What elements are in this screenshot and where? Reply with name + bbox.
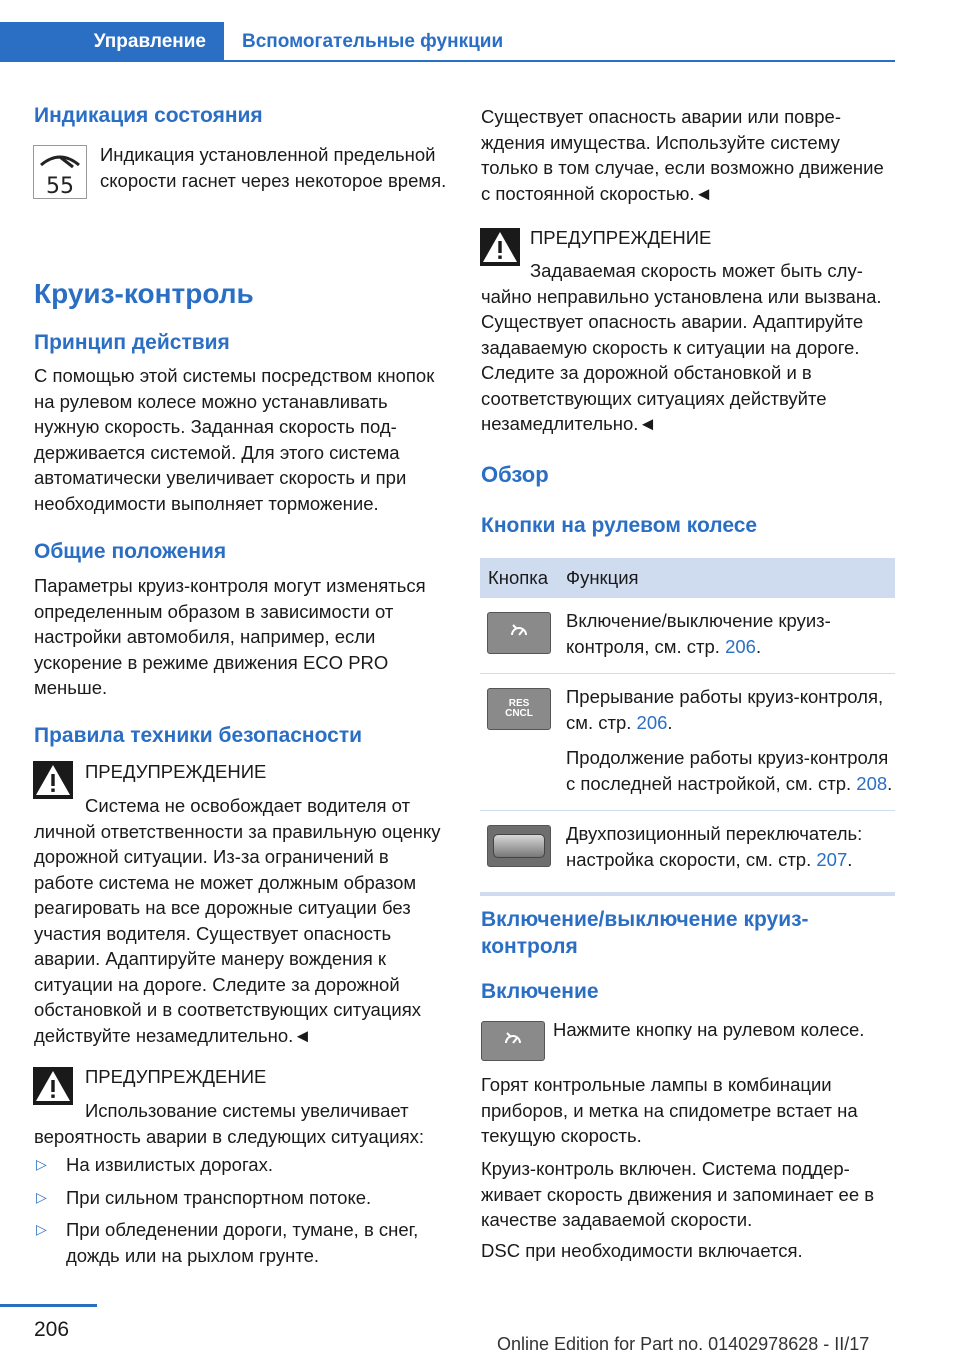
res-cncl-button-icon: RES CNCL: [487, 688, 551, 730]
warning-text: Система не освобождает водителя от личной ответственности за правильную оценку дорожной ситуации. Из-за ограничений в работе система не может должным образом реагировать на все дорожные ситуации без участия водителя. Существует опасность аварии. Адаптируйте манеру вождения к ситуации на дороге. Следите за дорожной обстановкой и в соответствующих ситуациях действуйте незамедлительно.◄: [34, 795, 441, 1046]
edition-note: Online Edition for Part no. 01402978628 - II/17: [497, 1334, 870, 1354]
table-row: [480, 674, 895, 811]
table-row: [480, 598, 895, 674]
paragraph: DSC при необходимости включается.: [481, 1240, 803, 1261]
warning-text: Задаваемая скорость может быть случайно неправильно установлена или вызвана. Существует опасность аварии. Адаптируйте задаваемую скорость к ситуации на дороге. Следите за дорожной обстановкой и в соответствующих ситуациях действуйте незамедлительно.◄: [481, 260, 882, 434]
status-heading: Индикация состояния: [34, 104, 263, 127]
row-function-text: Включение/выключение круиз-контроля, см. стр. 206.: [566, 610, 831, 657]
general-text: Параметры круиз-контроля могут изменяться определенным образом в зависимости от настройки автомобиля, например, если ускорение в режиме движения ECO PRO меньше.: [34, 575, 426, 698]
tab-auxiliary-functions[interactable]: Вспомогательные функции: [224, 22, 895, 62]
cruise-onoff-button-icon: [487, 612, 551, 654]
speed-limit-icon: [33, 145, 87, 199]
paragraph: Горят контрольные лампы в комбинации приборов, и метка на спидометре встает на текущую скорость.: [481, 1074, 858, 1146]
onoff-heading: Включение/выключение круиз-контроля: [481, 908, 809, 958]
row-function-text: Прерывание работы круиз-контроля, см. стр. 206.: [566, 686, 884, 733]
list-item: ▷ На извилистых дорогах.: [34, 1152, 450, 1178]
switch-on-heading: Включение: [481, 980, 599, 1003]
tab-control[interactable]: Управление: [0, 22, 224, 62]
overview-heading: Обзор: [481, 462, 549, 487]
table-header: [480, 558, 895, 598]
safety-heading: Правила техники безопасности: [34, 724, 363, 747]
speed-icon-value: 55: [46, 174, 74, 199]
switch-on-text: Нажмите кнопку на рулевом колесе.: [553, 1019, 865, 1040]
principle-text: С помощью этой системы посредством кнопок на рулевом колесе можно устанавливать нужную скорость. Заданная скорость поддерживается системой. Для этого система автоматически увеличивает скорость и при необходимости выполняет торможение.: [34, 365, 435, 514]
row-function-text: Двухпозиционный переключатель: настройка скорости, см. стр. 207.: [566, 823, 863, 870]
principle-heading: Принцип действия: [34, 331, 230, 354]
warning-title: ПРЕДУПРЕЖДЕНИЕ: [85, 1066, 267, 1087]
column-header-function: Функция: [566, 567, 639, 589]
footer-rule: [0, 1304, 97, 1307]
warning-title: ПРЕДУПРЕЖДЕНИЕ: [530, 227, 712, 248]
row-function-text: Продолжение работы круиз-контроля с последней настройкой, см. стр. 208.: [566, 747, 893, 794]
warning-text: Использование системы увеличивает вероятность аварии в следующих ситуациях:: [34, 1100, 424, 1147]
page-link[interactable]: 208: [856, 772, 888, 794]
bullet-triangle-icon: ▷: [36, 1156, 47, 1172]
warning-title: ПРЕДУПРЕЖДЕНИЕ: [85, 761, 267, 782]
buttons-table: [480, 558, 895, 896]
general-heading: Общие положения: [34, 540, 227, 563]
column-header-button: Кнопка: [488, 567, 549, 589]
status-text: Индикация установленной предельной скорости гаснет через некоторое время.: [100, 144, 447, 191]
bullet-triangle-icon: ▷: [36, 1221, 47, 1237]
cruise-control-heading: Круиз-контроль: [34, 278, 254, 309]
page-link[interactable]: 206: [725, 635, 756, 657]
page-link[interactable]: 206: [636, 711, 668, 733]
page-link[interactable]: 207: [816, 848, 848, 870]
warning-continued-text: Существует опасность аварии или повреждения имущества. Используйте систему только в том случае, если возможно движение с постоянной скоростью.◄: [481, 106, 884, 204]
list-item: ▷ При сильном транспортном потоке.: [34, 1185, 450, 1211]
page-number: 206: [34, 1318, 70, 1341]
list-item: ▷ При обледенении дороги, тумане, в снег, дождь или на рыхлом грунте.: [36, 1219, 419, 1266]
rocker-switch-icon: [487, 825, 551, 867]
cruise-onoff-button-icon: [481, 1021, 545, 1061]
paragraph: Круиз-контроль включен. Система поддерживает скорость движения и запоминает ее в качестве задаваемой скорости.: [481, 1158, 875, 1230]
bullet-triangle-icon: ▷: [36, 1188, 47, 1205]
steering-buttons-heading: Кнопки на рулевом колесе: [481, 514, 758, 537]
table-bottom-rule: [480, 892, 895, 896]
warning-bullet-list: [34, 1152, 450, 1275]
table-row: [480, 811, 895, 892]
